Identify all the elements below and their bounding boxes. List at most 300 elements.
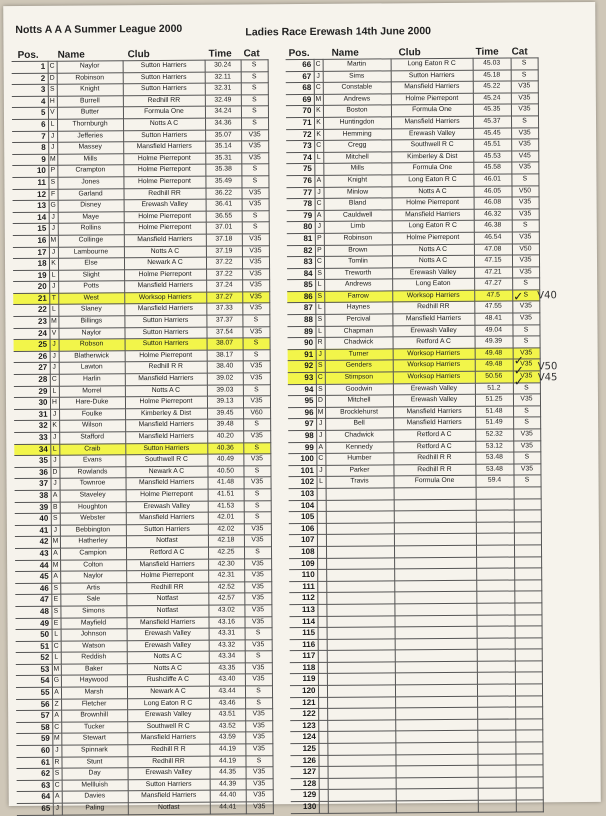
initial-cell: J: [53, 803, 62, 815]
name-cell: Paling: [62, 803, 128, 815]
category-cell: V35: [241, 152, 268, 164]
position-cell: 106: [289, 523, 317, 535]
club-cell: Mansfield Harriers: [128, 791, 210, 803]
initial-cell: [318, 697, 327, 709]
time-cell: 45.45: [473, 128, 511, 140]
position-cell: 100: [288, 454, 316, 466]
position-cell: 97: [288, 419, 316, 431]
initial-cell: M: [52, 664, 61, 676]
time-cell: 43.16: [208, 616, 244, 628]
position-cell: 37: [15, 479, 51, 491]
name-cell: Colton: [60, 559, 126, 571]
name-cell: Webster: [60, 513, 126, 525]
initial-cell: L: [52, 629, 61, 641]
position-cell: 22: [13, 305, 49, 317]
category-cell: V35: [513, 429, 540, 441]
club-cell: Holme Pierrepont: [123, 176, 205, 188]
time-cell: 34.24: [205, 106, 241, 118]
position-cell: 60: [16, 745, 52, 757]
time-cell: [478, 800, 516, 812]
name-cell: [327, 743, 395, 755]
name-cell: Robinson: [57, 72, 123, 84]
initial-cell: H: [50, 397, 59, 409]
initial-cell: [317, 593, 326, 605]
category-cell: [515, 719, 542, 731]
position-cell: 124: [290, 732, 318, 744]
position-cell: 29: [14, 386, 50, 398]
club-cell: Redhill R R: [393, 464, 475, 476]
name-cell: Bell: [325, 418, 393, 430]
position-cell: 39: [15, 502, 51, 514]
name-cell: [326, 557, 394, 569]
time-cell: 45.58: [473, 162, 511, 174]
initial-cell: C: [52, 722, 61, 734]
position-cell: 58: [16, 722, 52, 734]
initial-cell: [318, 674, 327, 686]
time-cell: 37.37: [206, 315, 242, 327]
time-cell: 39.03: [207, 385, 243, 397]
time-cell: 40.49: [207, 454, 243, 466]
initial-cell: C: [316, 372, 325, 384]
name-cell: Brownhill: [61, 710, 127, 722]
club-cell: Worksop Harriers: [124, 292, 206, 304]
position-cell: 81: [287, 233, 315, 245]
initial-cell: C: [52, 641, 61, 653]
position-cell: 28: [14, 374, 50, 386]
time-cell: 35.38: [205, 164, 241, 176]
club-cell: Sutton Harriers: [125, 338, 207, 350]
initial-cell: J: [51, 479, 60, 491]
time-cell: 37.22: [206, 257, 242, 269]
name-cell: Else: [58, 258, 124, 270]
result-row: [286, 116, 538, 129]
result-row: [287, 197, 539, 210]
time-cell: 47.08: [474, 244, 512, 256]
club-cell: Notts A C: [391, 186, 473, 198]
name-cell: Sims: [323, 70, 391, 82]
initial-cell: J: [50, 339, 59, 351]
time-cell: 35.07: [205, 129, 241, 141]
time-cell: 43.32: [209, 640, 245, 652]
club-cell: Rushcliffe A C: [127, 675, 209, 687]
club-cell: Notts A C: [123, 118, 205, 130]
club-cell: [394, 522, 476, 534]
position-cell: 87: [287, 303, 315, 315]
initial-cell: [318, 709, 327, 721]
club-cell: Redhill R R: [393, 452, 475, 464]
initial-cell: [314, 164, 323, 176]
name-cell: Constable: [323, 82, 391, 94]
time-cell: [478, 765, 516, 777]
name-cell: Simons: [60, 606, 126, 618]
category-cell: S: [241, 118, 268, 130]
initial-cell: S: [48, 84, 57, 96]
name-cell: Sale: [60, 594, 126, 606]
time-cell: 46.01: [473, 174, 511, 186]
club-cell: Erewash Valley: [127, 640, 209, 652]
position-cell: 110: [289, 570, 317, 582]
position-cell: 30: [14, 397, 50, 409]
position-cell: 56: [16, 699, 52, 711]
initial-cell: L: [315, 280, 324, 292]
position-cell: 48: [15, 606, 51, 618]
category-cell: V35: [513, 371, 540, 383]
time-cell: 46.32: [474, 209, 512, 221]
club-cell: Retford A C: [126, 547, 208, 559]
category-cell: S: [513, 452, 540, 464]
category-cell: [514, 533, 541, 545]
name-cell: Brown: [324, 244, 392, 256]
name-cell: Bland: [324, 198, 392, 210]
result-row: [291, 800, 543, 813]
category-cell: [516, 765, 543, 777]
category-cell: V60: [243, 408, 270, 420]
category-cell: V35: [245, 663, 272, 675]
initial-cell: S: [51, 583, 60, 595]
name-cell: Mitchell: [323, 152, 391, 164]
initial-cell: H: [48, 96, 57, 108]
position-cell: 53: [16, 664, 52, 676]
time-cell: [477, 696, 515, 708]
club-cell: [395, 754, 477, 766]
result-row: [286, 174, 538, 187]
note-v50: V50: [537, 361, 558, 373]
club-cell: [395, 673, 477, 685]
club-cell: [395, 719, 477, 731]
initial-cell: M: [48, 154, 57, 166]
club-cell: Notts A C: [124, 246, 206, 258]
club-cell: Mansfield Harriers: [393, 406, 475, 418]
league-title: Notts A A A Summer League 2000: [15, 22, 183, 36]
category-cell: S: [244, 500, 271, 512]
col-club-left: Club: [127, 49, 150, 61]
time-cell: 39.48: [207, 419, 243, 431]
time-cell: 47.15: [474, 255, 512, 267]
position-cell: 98: [288, 430, 316, 442]
name-cell: Turner: [325, 349, 393, 361]
club-cell: Notfast: [126, 605, 208, 617]
position-cell: 96: [288, 407, 316, 419]
position-cell: 128: [291, 778, 319, 790]
time-cell: 44.40: [210, 790, 246, 802]
initial-cell: L: [315, 326, 324, 338]
name-cell: [327, 754, 395, 766]
time-cell: 37.33: [206, 303, 242, 315]
initial-cell: L: [49, 270, 58, 282]
category-cell: [515, 742, 542, 754]
initial-cell: L: [50, 444, 59, 456]
initial-cell: C: [50, 374, 59, 386]
position-cell: 2: [12, 73, 48, 85]
initial-cell: [317, 581, 326, 593]
category-cell: V35: [511, 81, 538, 93]
result-row: [288, 440, 540, 453]
category-cell: [514, 510, 541, 522]
category-cell: S: [241, 164, 268, 176]
time-cell: 49.48: [475, 348, 513, 360]
name-cell: [327, 627, 395, 639]
initial-cell: E: [51, 618, 60, 630]
name-cell: Mills: [323, 163, 391, 175]
category-cell: V35: [511, 93, 538, 105]
club-cell: Holme Pierrepont: [392, 232, 474, 244]
club-cell: Mansfield Harriers: [392, 313, 474, 325]
club-cell: Worksop Harriers: [393, 371, 475, 383]
initial-cell: A: [52, 687, 61, 699]
result-row: [16, 628, 272, 641]
time-cell: 38.07: [207, 338, 243, 350]
category-cell: S: [245, 686, 272, 698]
time-cell: 46.05: [473, 186, 511, 198]
position-cell: 34: [14, 444, 50, 456]
initial-cell: C: [53, 780, 62, 792]
position-cell: 127: [291, 767, 319, 779]
initial-cell: [317, 558, 326, 570]
initial-cell: B: [51, 502, 60, 514]
initial-cell: A: [53, 792, 62, 804]
position-cell: 83: [287, 256, 315, 268]
result-row: [286, 69, 538, 82]
result-row: [286, 58, 538, 71]
club-cell: Erewash Valley: [392, 267, 474, 279]
time-cell: 36.41: [206, 199, 242, 211]
position-cell: 69: [286, 94, 314, 106]
time-cell: 53.48: [475, 452, 513, 464]
name-cell: [328, 801, 396, 813]
initial-cell: C: [316, 454, 325, 466]
position-cell: 103: [289, 488, 317, 500]
club-cell: Mansfield Harriers: [127, 733, 209, 745]
time-cell: 36.55: [206, 211, 242, 223]
time-cell: [477, 661, 515, 673]
time-cell: [478, 788, 516, 800]
time-cell: 48.41: [474, 313, 512, 325]
result-row: [17, 802, 273, 815]
club-cell: [394, 545, 476, 557]
category-cell: V35: [246, 779, 273, 791]
category-cell: [514, 568, 541, 580]
name-cell: Knight: [57, 84, 123, 96]
result-row: [15, 605, 271, 618]
name-cell: [328, 778, 396, 790]
category-cell: [514, 591, 541, 603]
position-cell: 101: [288, 465, 316, 477]
category-cell: S: [513, 417, 540, 429]
time-cell: 32.49: [205, 95, 241, 107]
initial-cell: S: [315, 268, 324, 280]
time-cell: 35.49: [205, 176, 241, 188]
initial-cell: J: [316, 430, 325, 442]
club-cell: Sutton Harriers: [128, 779, 210, 791]
position-cell: 82: [287, 245, 315, 257]
initial-cell: [317, 569, 326, 581]
initial-cell: C: [315, 198, 324, 210]
initial-cell: J: [48, 142, 57, 154]
time-cell: 45.35: [473, 104, 511, 116]
initial-cell: A: [52, 710, 61, 722]
time-cell: 43.34: [209, 651, 245, 663]
name-cell: Kennedy: [325, 441, 393, 453]
name-cell: Jefferies: [57, 130, 123, 142]
name-cell: Stimpson: [325, 372, 393, 384]
position-cell: 4: [12, 96, 48, 108]
result-row: [288, 417, 540, 430]
initial-cell: A: [316, 442, 325, 454]
time-cell: 44.19: [209, 744, 245, 756]
club-cell: Notts A C: [392, 244, 474, 256]
category-cell: V35: [511, 104, 538, 116]
category-cell: S: [244, 547, 271, 559]
name-cell: Collinge: [58, 235, 124, 247]
initial-cell: J: [49, 281, 58, 293]
time-cell: 51.49: [475, 417, 513, 429]
position-cell: 10: [12, 166, 48, 178]
time-cell: 42.30: [208, 558, 244, 570]
name-cell: Lawton: [59, 362, 125, 374]
initial-cell: Z: [52, 699, 61, 711]
initial-cell: [319, 790, 328, 802]
name-cell: [326, 615, 394, 627]
time-cell: [476, 499, 514, 511]
initial-cell: R: [52, 757, 61, 769]
initial-cell: [317, 535, 326, 547]
name-cell: Davies: [62, 791, 128, 803]
time-cell: 52.32: [475, 429, 513, 441]
category-cell: V35: [245, 732, 272, 744]
club-cell: Mansfield Harriers: [125, 373, 207, 385]
time-cell: [476, 557, 514, 569]
time-cell: [477, 707, 515, 719]
time-cell: 50.56: [475, 371, 513, 383]
initial-cell: S: [316, 361, 325, 373]
category-cell: S: [243, 419, 270, 431]
initial-cell: D: [48, 73, 57, 85]
position-cell: 9: [12, 154, 48, 166]
category-cell: V35: [512, 232, 539, 244]
category-cell: S: [514, 475, 541, 487]
name-cell: Houghton: [60, 501, 126, 513]
club-cell: Redhill RR: [123, 188, 205, 200]
initial-cell: L: [50, 386, 59, 398]
position-cell: 116: [290, 639, 318, 651]
initial-cell: C: [314, 59, 323, 71]
club-cell: Mansfield Harriers: [125, 431, 207, 443]
club-cell: [396, 789, 478, 801]
name-cell: Martin: [323, 59, 391, 71]
category-cell: V35: [245, 674, 272, 686]
time-cell: 43.31: [209, 628, 245, 640]
category-cell: S: [241, 106, 268, 118]
initial-cell: A: [315, 210, 324, 222]
name-cell: [327, 708, 395, 720]
initial-cell: P: [315, 233, 324, 245]
name-cell: Morrel: [59, 385, 125, 397]
club-cell: Holme Pierrepont: [124, 269, 206, 281]
position-cell: 108: [289, 546, 317, 558]
category-cell: V35: [242, 326, 269, 338]
name-cell: Parker: [325, 465, 393, 477]
time-cell: 40.36: [207, 443, 243, 455]
club-cell: Erewash Valley: [127, 628, 209, 640]
name-cell: [328, 789, 396, 801]
club-cell: Mansfield Harriers: [124, 304, 206, 316]
name-cell: Blatherwick: [59, 351, 125, 363]
category-cell: S: [241, 83, 268, 95]
check-mark-93: ✓: [513, 374, 524, 389]
initial-cell: C: [314, 141, 323, 153]
position-cell: 104: [289, 500, 317, 512]
name-cell: [327, 650, 395, 662]
time-cell: 41.48: [208, 477, 244, 489]
position-cell: 3: [12, 84, 48, 96]
initial-cell: D: [316, 396, 325, 408]
category-cell: V35: [513, 359, 540, 371]
name-cell: Massey: [57, 142, 123, 154]
name-cell: Staveley: [60, 490, 126, 502]
category-cell: V35: [245, 744, 272, 756]
time-cell: 43.59: [209, 732, 245, 744]
result-row: [288, 336, 540, 349]
name-cell: Slaney: [58, 304, 124, 316]
time-cell: 37.19: [206, 245, 242, 257]
name-cell: Burrell: [57, 96, 123, 108]
initial-cell: A: [51, 490, 60, 502]
category-cell: V35: [242, 245, 269, 257]
name-cell: Hatherley: [60, 536, 126, 548]
name-cell: Reddish: [61, 652, 127, 664]
category-cell: [516, 777, 543, 789]
name-cell: Boston: [323, 105, 391, 117]
category-cell: S: [241, 60, 268, 72]
name-cell: Mills: [57, 153, 123, 165]
position-cell: 41: [15, 525, 51, 537]
club-cell: Worksop Harriers: [393, 360, 475, 372]
category-cell: S: [513, 382, 540, 394]
position-cell: 126: [290, 755, 318, 767]
category-cell: S: [243, 350, 270, 362]
position-cell: 32: [14, 421, 50, 433]
position-cell: 5: [12, 108, 48, 120]
initial-cell: J: [50, 351, 59, 363]
category-cell: S: [241, 95, 268, 107]
name-cell: Farrow: [324, 291, 392, 303]
initial-cell: C: [315, 256, 324, 268]
position-cell: 105: [289, 512, 317, 524]
initial-cell: [319, 778, 328, 790]
category-cell: V35: [243, 396, 270, 408]
position-cell: 119: [290, 674, 318, 686]
category-cell: S: [244, 489, 271, 501]
result-row: [288, 452, 540, 465]
name-cell: Jones: [57, 177, 123, 189]
position-cell: 114: [289, 616, 317, 628]
category-cell: [514, 522, 541, 534]
club-cell: Redhill RR: [392, 302, 474, 314]
initial-cell: J: [52, 745, 61, 757]
result-row: [286, 81, 538, 94]
initial-cell: [318, 662, 327, 674]
name-cell: Limb: [324, 221, 392, 233]
initial-cell: S: [53, 768, 62, 780]
initial-cell: [318, 720, 327, 732]
initial-cell: S: [51, 513, 60, 525]
note-v40: V40: [537, 290, 557, 302]
category-cell: V35: [241, 129, 268, 141]
result-row: [288, 394, 540, 407]
name-cell: Rowlands: [59, 467, 125, 479]
club-cell: Newark A C: [127, 686, 209, 698]
name-cell: Andrews: [324, 279, 392, 291]
